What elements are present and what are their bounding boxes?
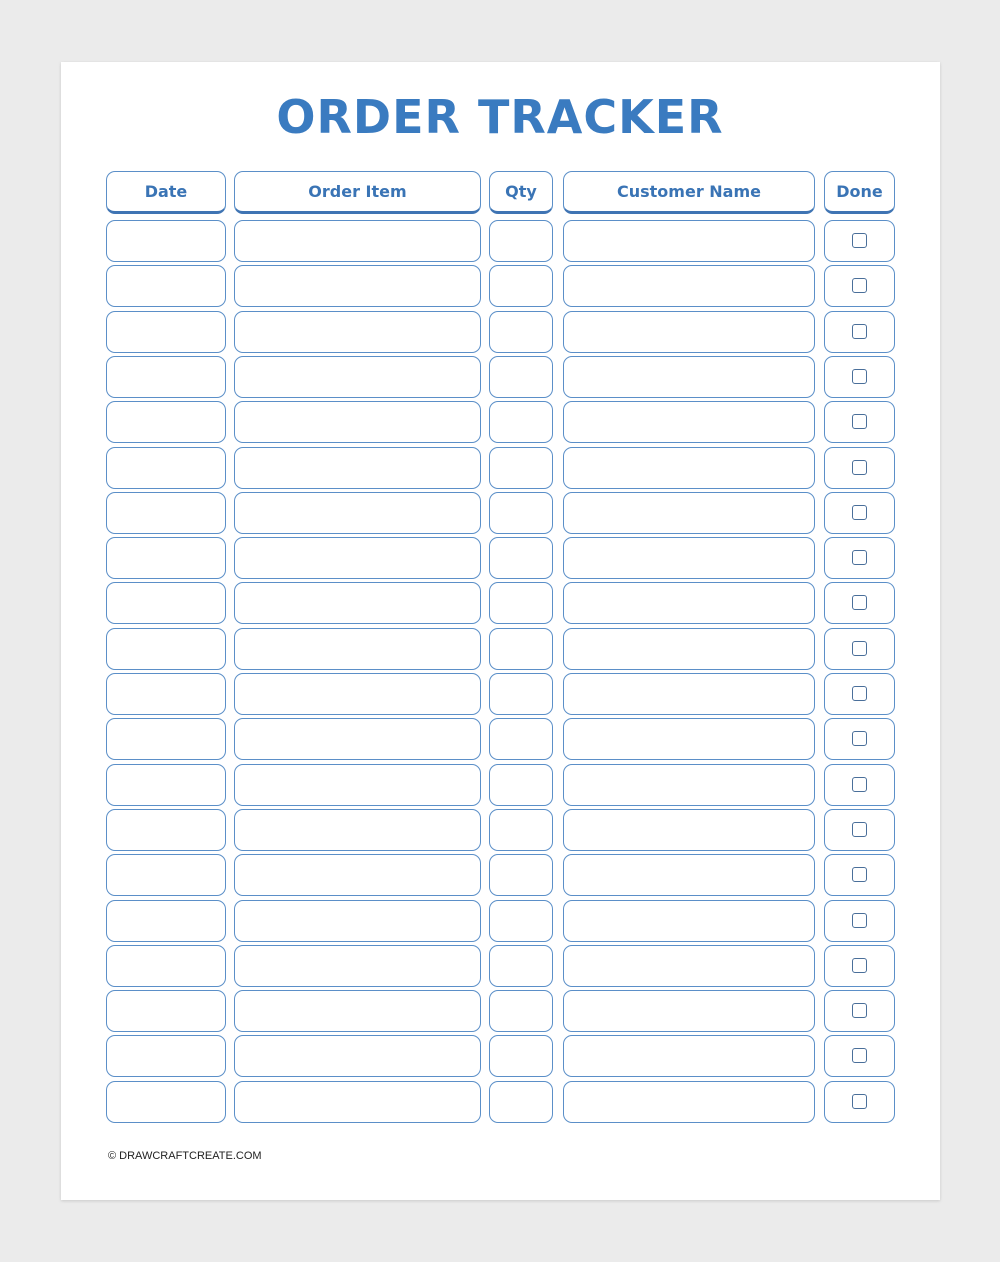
order-item-field[interactable]: [234, 673, 481, 715]
done-field: [824, 900, 895, 942]
customer-name-field[interactable]: [563, 401, 815, 443]
customer-name-field[interactable]: [563, 582, 815, 624]
copyright-footer: © DRAWCRAFTCREATE.COM: [108, 1150, 262, 1162]
date-field[interactable]: [106, 900, 226, 942]
date-field[interactable]: [106, 582, 226, 624]
customer-name-field[interactable]: [563, 673, 815, 715]
date-field[interactable]: [106, 447, 226, 489]
date-field[interactable]: [106, 990, 226, 1032]
qty-field[interactable]: [489, 356, 553, 398]
order-item-field[interactable]: [234, 537, 481, 579]
order-item-field[interactable]: [234, 764, 481, 806]
done-checkbox[interactable]: [852, 822, 867, 837]
customer-name-field[interactable]: [563, 311, 815, 353]
done-field: [824, 265, 895, 307]
done-field: [824, 537, 895, 579]
date-field[interactable]: [106, 356, 226, 398]
done-checkbox[interactable]: [852, 278, 867, 293]
done-field: [824, 1081, 895, 1123]
customer-name-field[interactable]: [563, 854, 815, 896]
done-checkbox[interactable]: [852, 1003, 867, 1018]
page-title: ORDER TRACKER: [276, 90, 724, 144]
date-field[interactable]: [106, 220, 226, 262]
done-checkbox[interactable]: [852, 505, 867, 520]
done-checkbox[interactable]: [852, 686, 867, 701]
qty-field[interactable]: [489, 809, 553, 851]
customer-name-field[interactable]: [563, 809, 815, 851]
qty-field[interactable]: [489, 1035, 553, 1077]
qty-field[interactable]: [489, 265, 553, 307]
order-item-field[interactable]: [234, 990, 481, 1032]
order-item-field[interactable]: [234, 401, 481, 443]
order-item-field[interactable]: [234, 628, 481, 670]
done-checkbox[interactable]: [852, 324, 867, 339]
done-checkbox[interactable]: [852, 777, 867, 792]
done-checkbox[interactable]: [852, 1048, 867, 1063]
done-field: [824, 854, 895, 896]
customer-name-field[interactable]: [563, 628, 815, 670]
order-item-field[interactable]: [234, 945, 481, 987]
qty-field[interactable]: [489, 900, 553, 942]
done-field: [824, 673, 895, 715]
qty-field[interactable]: [489, 492, 553, 534]
qty-field[interactable]: [489, 311, 553, 353]
done-checkbox[interactable]: [852, 369, 867, 384]
done-field: [824, 311, 895, 353]
customer-name-field[interactable]: [563, 718, 815, 760]
done-field: [824, 356, 895, 398]
customer-name-field[interactable]: [563, 492, 815, 534]
order-item-field[interactable]: [234, 1035, 481, 1077]
date-field[interactable]: [106, 809, 226, 851]
date-field[interactable]: [106, 945, 226, 987]
customer-name-field[interactable]: [563, 990, 815, 1032]
done-checkbox[interactable]: [852, 1094, 867, 1109]
done-checkbox[interactable]: [852, 460, 867, 475]
column-header-customer-name: Customer Name: [563, 171, 815, 214]
customer-name-field[interactable]: [563, 220, 815, 262]
qty-field[interactable]: [489, 401, 553, 443]
done-field: [824, 447, 895, 489]
column-header-date: Date: [106, 171, 226, 214]
done-field: [824, 809, 895, 851]
done-field: [824, 945, 895, 987]
qty-field[interactable]: [489, 1081, 553, 1123]
qty-field[interactable]: [489, 582, 553, 624]
date-field[interactable]: [106, 537, 226, 579]
done-field: [824, 1035, 895, 1077]
qty-field[interactable]: [489, 945, 553, 987]
done-checkbox[interactable]: [852, 595, 867, 610]
customer-name-field[interactable]: [563, 265, 815, 307]
date-field[interactable]: [106, 673, 226, 715]
date-field[interactable]: [106, 628, 226, 670]
qty-field[interactable]: [489, 447, 553, 489]
order-item-field[interactable]: [234, 582, 481, 624]
customer-name-field[interactable]: [563, 900, 815, 942]
order-item-field[interactable]: [234, 220, 481, 262]
done-checkbox[interactable]: [852, 550, 867, 565]
done-field: [824, 582, 895, 624]
customer-name-field[interactable]: [563, 945, 815, 987]
order-item-field[interactable]: [234, 492, 481, 534]
customer-name-field[interactable]: [563, 764, 815, 806]
order-item-field[interactable]: [234, 1081, 481, 1123]
done-checkbox[interactable]: [852, 414, 867, 429]
date-field[interactable]: [106, 718, 226, 760]
done-checkbox[interactable]: [852, 233, 867, 248]
qty-field[interactable]: [489, 220, 553, 262]
done-field: [824, 718, 895, 760]
date-field[interactable]: [106, 265, 226, 307]
order-item-field[interactable]: [234, 447, 481, 489]
done-field: [824, 220, 895, 262]
order-item-field[interactable]: [234, 809, 481, 851]
date-field[interactable]: [106, 1081, 226, 1123]
done-checkbox[interactable]: [852, 641, 867, 656]
order-item-field[interactable]: [234, 900, 481, 942]
order-item-field[interactable]: [234, 718, 481, 760]
qty-field[interactable]: [489, 718, 553, 760]
order-item-field[interactable]: [234, 265, 481, 307]
date-field[interactable]: [106, 1035, 226, 1077]
column-header-qty: Qty: [489, 171, 553, 214]
date-field[interactable]: [106, 401, 226, 443]
done-field: [824, 990, 895, 1032]
qty-field[interactable]: [489, 628, 553, 670]
customer-name-field[interactable]: [563, 537, 815, 579]
done-checkbox[interactable]: [852, 867, 867, 882]
customer-name-field[interactable]: [563, 1035, 815, 1077]
done-checkbox[interactable]: [852, 731, 867, 746]
date-field[interactable]: [106, 311, 226, 353]
qty-field[interactable]: [489, 764, 553, 806]
customer-name-field[interactable]: [563, 1081, 815, 1123]
qty-field[interactable]: [489, 854, 553, 896]
customer-name-field[interactable]: [563, 356, 815, 398]
done-checkbox[interactable]: [852, 958, 867, 973]
column-header-done: Done: [824, 171, 895, 214]
order-item-field[interactable]: [234, 854, 481, 896]
date-field[interactable]: [106, 492, 226, 534]
order-item-field[interactable]: [234, 311, 481, 353]
order-item-field[interactable]: [234, 356, 481, 398]
customer-name-field[interactable]: [563, 447, 815, 489]
qty-field[interactable]: [489, 537, 553, 579]
date-field[interactable]: [106, 764, 226, 806]
done-field: [824, 628, 895, 670]
done-field: [824, 764, 895, 806]
qty-field[interactable]: [489, 673, 553, 715]
done-field: [824, 492, 895, 534]
qty-field[interactable]: [489, 990, 553, 1032]
date-field[interactable]: [106, 854, 226, 896]
done-field: [824, 401, 895, 443]
done-checkbox[interactable]: [852, 913, 867, 928]
column-header-order-item: Order Item: [234, 171, 481, 214]
